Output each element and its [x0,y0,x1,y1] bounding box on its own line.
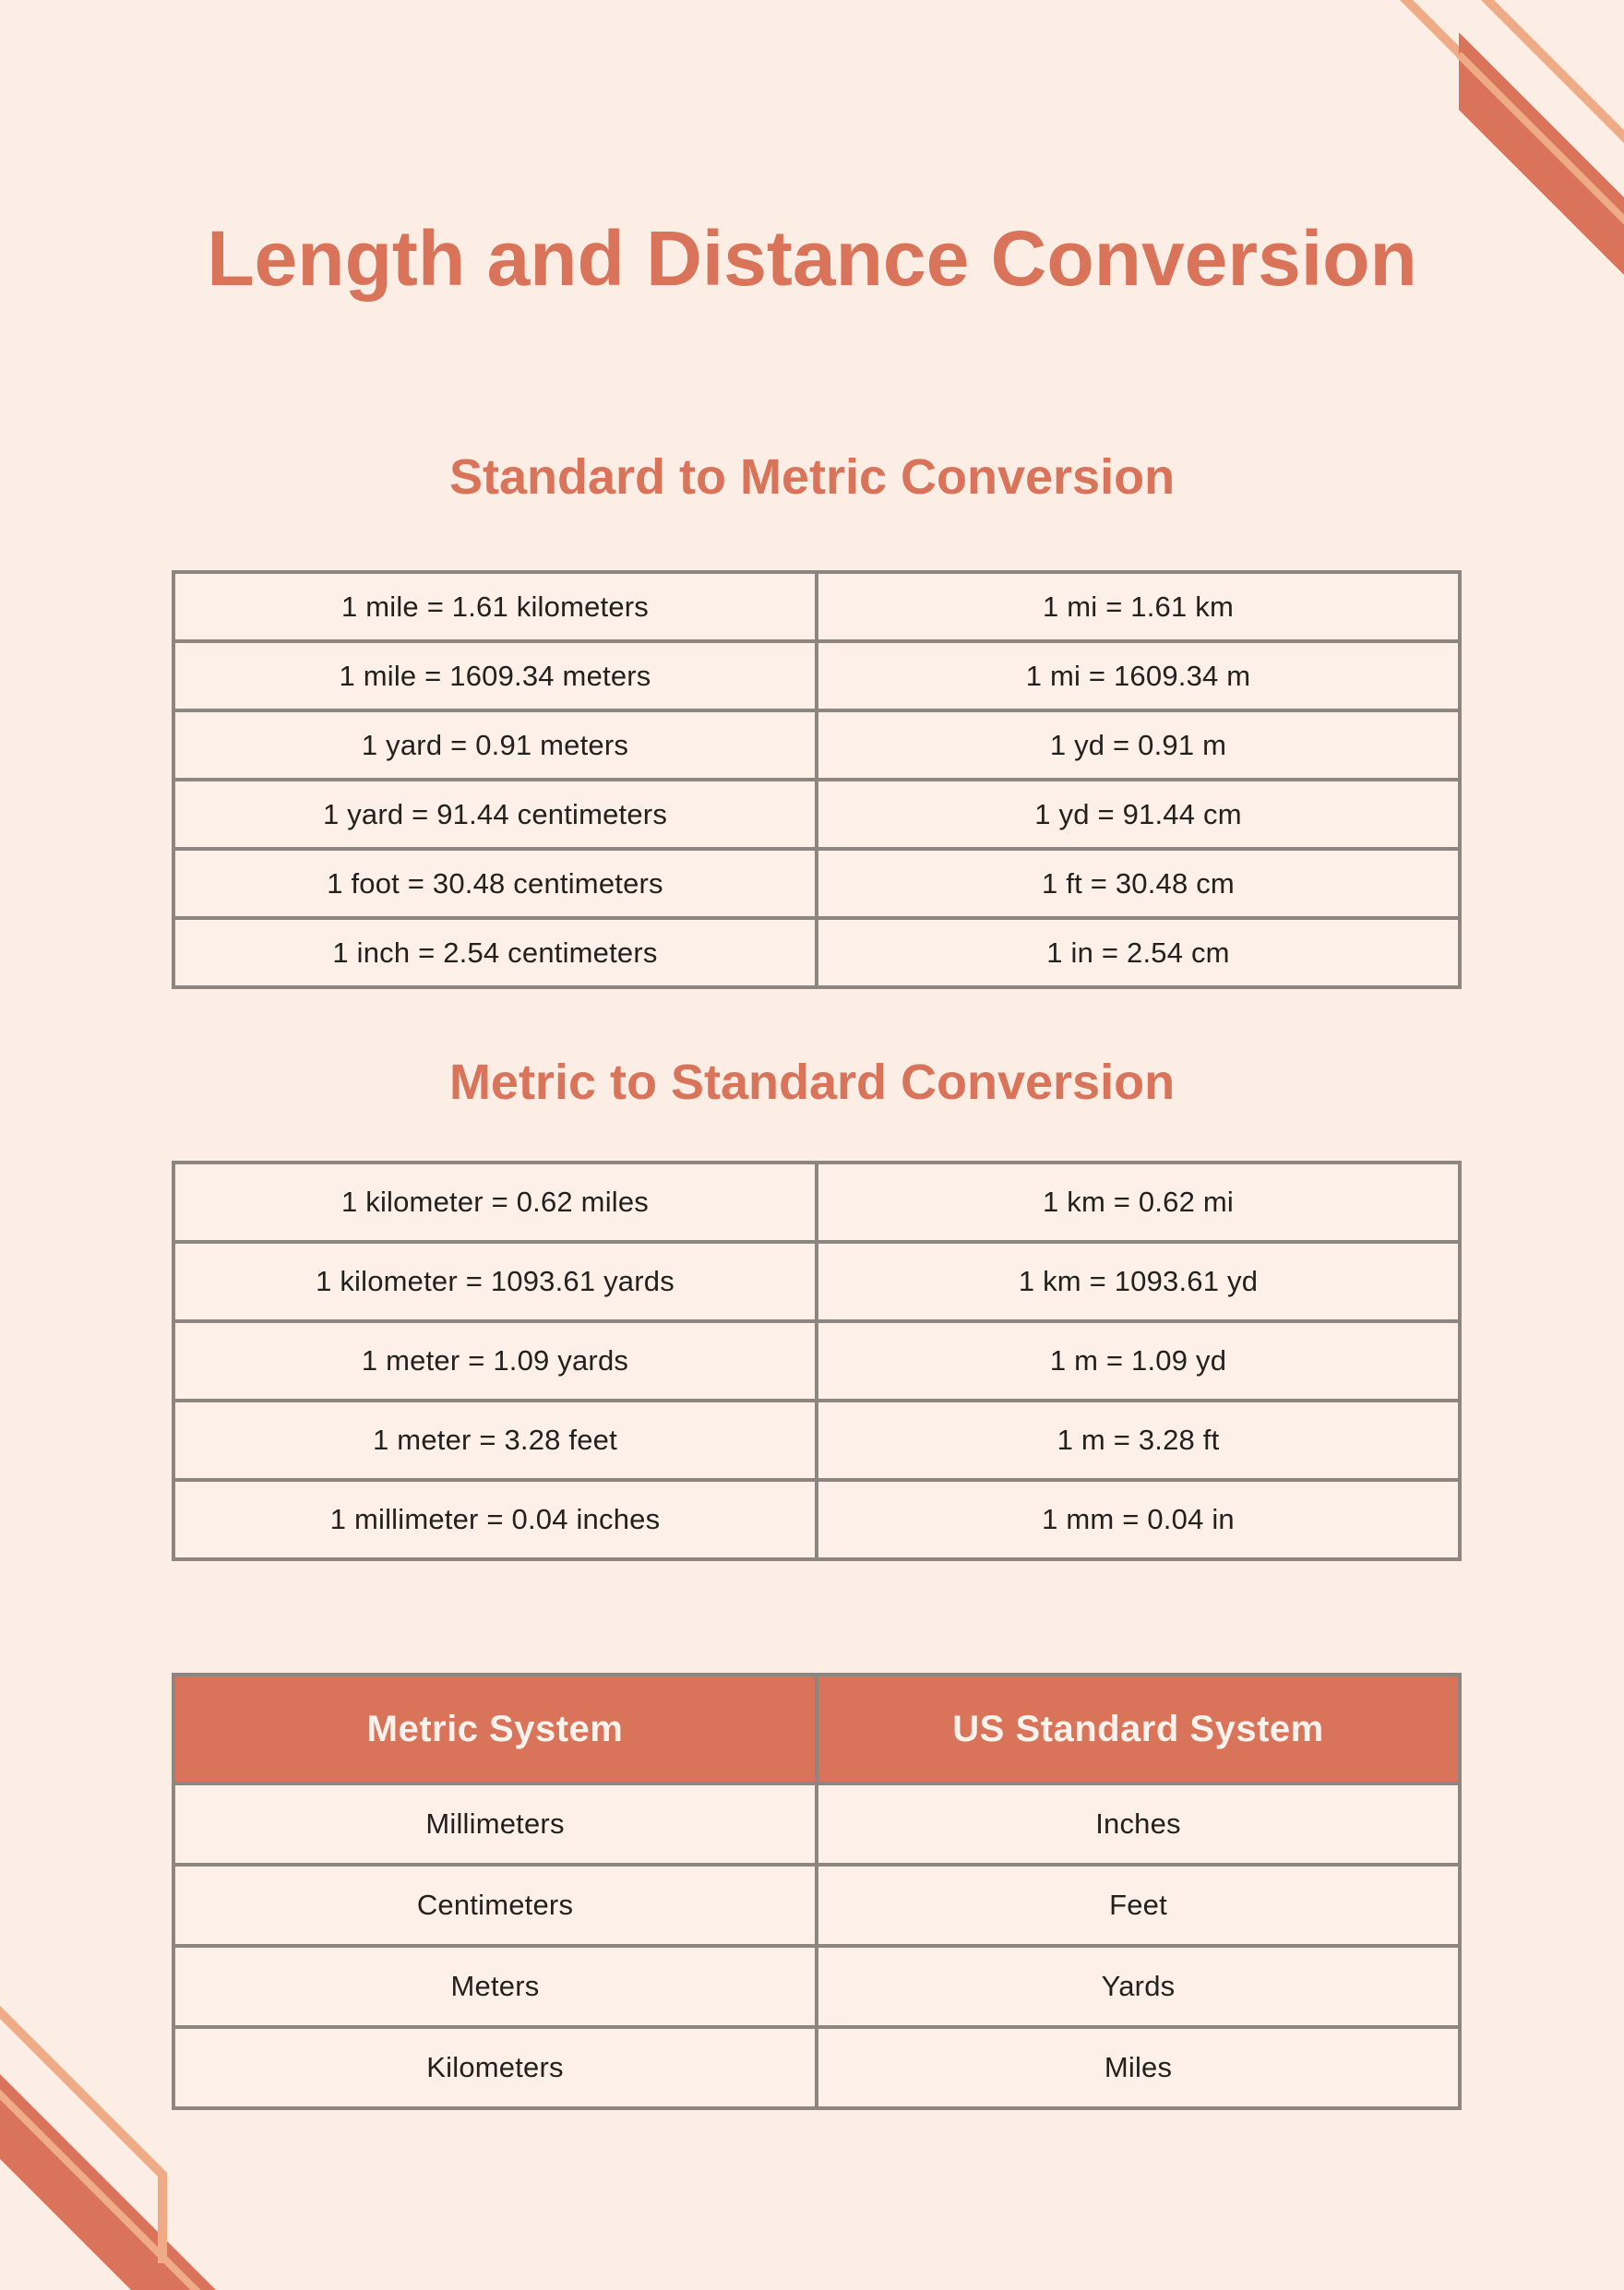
conversion-abbrev-cell: 1 mm = 0.04 in [817,1480,1460,1559]
table-row [173,1163,1460,1242]
conversion-abbrev-cell: 1 yd = 91.44 cm [817,780,1460,849]
metric-unit-cell: Centimeters [173,1865,817,1946]
conversion-abbrev-cell: 1 km = 0.62 mi [817,1163,1460,1242]
conversion-full-cell: 1 meter = 1.09 yards [173,1321,817,1401]
page-title: Length and Distance Conversion [207,215,1417,302]
table-row [173,572,1460,641]
table-row [173,1480,1460,1559]
table-row [173,641,1460,710]
conversion-full-cell: 1 mile = 1609.34 meters [173,641,817,710]
conversion-full-cell: 1 yard = 91.44 centimeters [173,780,817,849]
us-unit-cell: Feet [817,1865,1460,1946]
top-right-thin-stripe-outer [1476,0,1624,150]
conversion-abbrev-cell: 1 mi = 1609.34 m [817,641,1460,710]
table-row [173,1946,1460,2027]
conversion-full-cell: 1 yard = 0.91 meters [173,710,817,780]
bottom-left-band-inset-stripe [0,2087,212,2290]
conversion-abbrev-cell: 1 m = 1.09 yd [817,1321,1460,1401]
us-standard-header: US Standard System [817,1675,1460,1783]
table-header-row [173,1675,1460,1783]
conversion-abbrev-cell: 1 km = 1093.61 yd [817,1242,1460,1321]
conversion-abbrev-cell: 1 m = 3.28 ft [817,1401,1460,1480]
metric-to-standard-table [172,1161,1462,1561]
metric-system-header: Metric System [173,1675,817,1783]
conversion-abbrev-cell: 1 in = 2.54 cm [817,918,1460,987]
conversion-full-cell: 1 kilometer = 1093.61 yards [173,1242,817,1321]
us-unit-cell: Inches [817,1783,1460,1865]
conversion-abbrev-cell: 1 yd = 0.91 m [817,710,1460,780]
conversion-full-cell: 1 inch = 2.54 centimeters [173,918,817,987]
table-row [173,1242,1460,1321]
section-heading-metric-to-standard: Metric to Standard Conversion [448,1055,1176,1110]
conversion-full-cell: 1 millimeter = 0.04 inches [173,1480,817,1559]
conversion-full-cell: 1 meter = 3.28 feet [173,1401,817,1480]
conversion-full-cell: 1 foot = 30.48 centimeters [173,849,817,918]
conversion-abbrev-cell: 1 ft = 30.48 cm [817,849,1460,918]
table-row [173,1783,1460,1865]
table-row [173,918,1460,987]
table-row [173,710,1460,780]
us-unit-cell: Miles [817,2027,1460,2108]
standard-to-metric-table [172,570,1462,989]
metric-unit-cell: Meters [173,1946,817,2027]
table-row [173,2027,1460,2108]
top-right-thin-stripe-inner [1395,0,1518,112]
conversion-full-cell: 1 kilometer = 0.62 miles [173,1163,817,1242]
conversion-full-cell: 1 mile = 1.61 kilometers [173,572,817,641]
conversion-abbrev-cell: 1 mi = 1.61 km [817,572,1460,641]
table-row [173,780,1460,849]
section-heading-standard-to-metric: Standard to Metric Conversion [448,449,1176,505]
measurement-systems-table [172,1673,1462,2110]
bottom-left-bent-stripe [0,2001,162,2263]
metric-unit-cell: Kilometers [173,2027,817,2108]
top-right-band-inset-stripe [1459,54,1624,233]
table-row [173,1401,1460,1480]
us-unit-cell: Yards [817,1946,1460,2027]
table-row [173,1865,1460,1946]
table-row [173,1321,1460,1401]
table-row [173,849,1460,918]
metric-unit-cell: Millimeters [173,1783,817,1865]
